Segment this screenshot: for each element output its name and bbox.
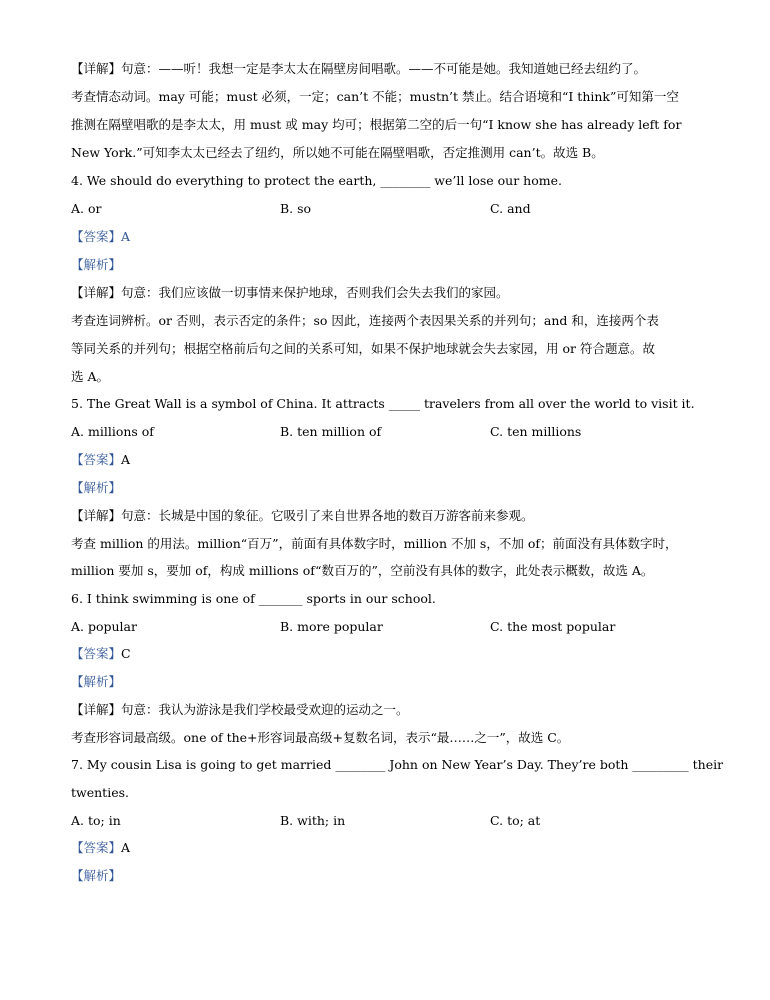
answer-label: 【答案】 [71, 840, 122, 855]
q3-detail-line: 【详解】句意：——听！我想一定是李太太在隔壁房间唱歌。——不可能是她。我知道她已经去纽约了。 [71, 61, 647, 76]
q6-option-b: B. more popular [280, 619, 383, 634]
answer-value: A [121, 452, 131, 467]
q4-detail-line: 等同关系的并列句；根据空格前后句之间的关系可知，如果不保护地球就会失去家园，用 or 符合题意。故 [71, 341, 655, 356]
q7-stem-continued: twenties. [71, 785, 129, 800]
answer-value: A [121, 840, 131, 855]
q7-option-a: A. to; in [71, 813, 121, 828]
q6-answer [71, 646, 711, 662]
q6-stem: 6. I think swimming is one of _______ sports in our school. [71, 591, 436, 606]
q7-analysis-label: 【解析】 [71, 868, 122, 883]
q3-detail-line: 考查情态动词。may 可能；must 必须，一定；can’t 不能；mustn’t 禁止。结合语境和“I think”可知第一空 [71, 89, 679, 104]
answer-label: 【答案】 [71, 646, 122, 661]
q3-detail-line: New York.”可知李太太已经去了纽约，所以她不可能在隔壁唱歌，否定推测用 can’t。故选 B。 [71, 145, 604, 160]
q4-answer [71, 229, 711, 245]
q5-option-a: A. millions of [71, 424, 154, 439]
q5-answer [71, 452, 711, 468]
q5-detail-line: million 要加 s，要加 of，构成 millions of“数百万的”，空前没有具体的数字，此处表示概数，故选 A。 [71, 563, 654, 578]
q4-analysis-label: 【解析】 [71, 257, 122, 272]
q5-stem: 5. The Great Wall is a symbol of China. It attracts _____ travelers from all over the world to visit it. [71, 396, 695, 411]
q4-option-c: C. and [490, 201, 531, 216]
q6-option-c: C. the most popular [490, 619, 616, 634]
q5-option-b: B. ten million of [280, 424, 382, 439]
q7-option-c: C. to; at [490, 813, 541, 828]
q5-detail-line: 考查 million 的用法。million“百万”，前面有具体数字时，million 不加 s，不加 of；前面没有具体数字时， [71, 536, 678, 551]
answer-value: C [121, 646, 131, 661]
q6-detail-line: 考查形容词最高级。one of the+形容词最高级+复数名词，表示“最……之一”，故选 C。 [71, 730, 570, 745]
q6-detail-line: 【详解】句意：我认为游泳是我们学校最受欢迎的运动之一。 [71, 702, 409, 717]
q7-stem: 7. My cousin Lisa is going to get married ________ John on New Year’s Day. They’re both _________ their [71, 757, 724, 772]
q5-detail-line: 【详解】句意：长城是中国的象征。它吸引了来自世界各地的数百万游客前来参观。 [71, 508, 534, 523]
answer-label: 【答案】 [71, 452, 122, 467]
q5-option-c: C. ten millions [490, 424, 582, 439]
q6-analysis-label: 【解析】 [71, 674, 122, 689]
q4-detail-line: 【详解】句意：我们应该做一切事情来保护地球，否则我们会失去我们的家园。 [71, 285, 509, 300]
q4-detail-line: 考查连词辨析。or 否则，表示否定的条件；so 因此，连接两个表因果关系的并列句；and 和，连接两个表 [71, 313, 659, 328]
q4-option-b: B. so [280, 201, 312, 216]
q7-option-b: B. with; in [280, 813, 346, 828]
q4-option-a: A. or [71, 201, 102, 216]
q4-stem: 4. We should do everything to protect the earth, ________ we’ll lose our home. [71, 173, 562, 188]
q6-option-a: A. popular [71, 619, 137, 634]
q7-answer [71, 840, 711, 856]
answer-label: 【答案】A [71, 229, 131, 244]
q4-detail-line: 选 A。 [71, 369, 110, 384]
q5-analysis-label: 【解析】 [71, 480, 122, 495]
q3-detail-line: 推测在隔壁唱歌的是李太太，用 must 或 may 均可；根据第二空的后一句“I know she has already left for [71, 117, 682, 132]
